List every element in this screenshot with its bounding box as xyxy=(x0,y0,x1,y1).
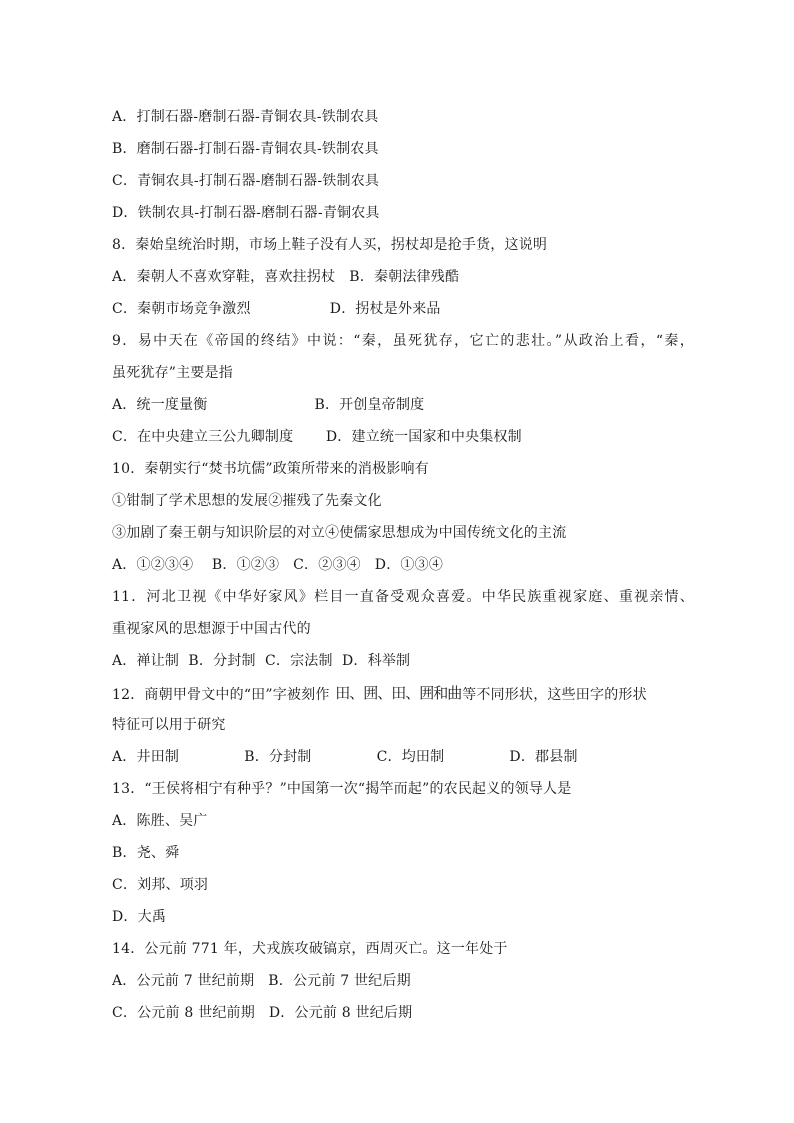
q11-options: A．禅让制 B．分封制 C．宗法制 D．科举制 xyxy=(112,653,411,669)
q12-stem-cont: 特征可以用于研究 xyxy=(112,717,226,733)
q14-options-ab: A．公元前 7 世纪前期 B．公元前 7 世纪后期 xyxy=(112,973,411,989)
oracle-bone-glyphs: 田、囲、田、囲和曲 xyxy=(335,684,462,702)
q13-option-a: A．陈胜、吴广 xyxy=(112,813,208,829)
q9-stem-cont: 虽死犹存”主要是指 xyxy=(112,365,233,381)
q14-options-cd: C．公元前 8 世纪前期 D．公元前 8 世纪后期 xyxy=(112,1005,413,1021)
q10-options: A．①②③④ B．①②③ C．②③④ D．①③④ xyxy=(112,557,444,573)
q10-stem: 10．秦朝实行“焚书坑儒”政策所带来的消极影响有 xyxy=(112,461,429,477)
q13-option-d: D．大禹 xyxy=(112,909,167,925)
q12-stem-pre: 12．商朝甲骨文中的“田”字被刻作 xyxy=(112,687,335,703)
q14-stem: 14．公元前 771 年，犬戎族攻破镐京，西周灭亡。这一年处于 xyxy=(112,941,508,957)
q12-options: A．井田制 B．分封制 C．均田制 D．郡县制 xyxy=(112,749,578,765)
q12-stem xyxy=(112,682,694,704)
q7-option-a: A．打制石器-磨制石器-青铜农具-铁制农具 xyxy=(112,109,379,125)
q9-options-cd: C．在中央建立三公九卿制度 D．建立统一国家和中央集权制 xyxy=(112,429,522,445)
q11-stem: 11．河北卫视《中华好家风》栏目一直备受观众喜爱。中华民族重视家庭、重视亲情、 xyxy=(112,589,694,605)
q7-option-d: D．铁制农具-打制石器-磨制石器-青铜农具 xyxy=(112,205,380,221)
q7-option-c: C．青铜农具-打制石器-磨制石器-铁制农具 xyxy=(112,173,380,189)
q7-option-b: B．磨制石器-打制石器-青铜农具-铁制农具 xyxy=(112,141,379,157)
q9-options-ab: A．统一度量衡 B．开创皇帝制度 xyxy=(112,397,425,413)
q11-stem-cont: 重视家风的思想源于中国古代的 xyxy=(112,621,311,637)
q8-stem: 8．秦始皇统治时期，市场上鞋子没有人买，拐杖却是抢手货，这说明 xyxy=(112,237,548,253)
q10-statement-1: ①钳制了学术思想的发展②摧残了先秦文化 xyxy=(112,493,382,509)
q8-options-cd: C．秦朝市场竞争激烈 D．拐杖是外来品 xyxy=(112,301,441,317)
q12-stem-post: 等不同形状，这些田字的形状 xyxy=(462,687,647,703)
q13-stem: 13．“王侯将相宁有种乎？”中国第一次“揭竿而起”的农民起义的领导人是 xyxy=(112,781,572,797)
q13-option-b: B．尧、舜 xyxy=(112,845,180,861)
q9-stem: 9．易中天在《帝国的终结》中说：“秦，虽死犹存，它亡的悲壮。”从政治上看，“秦， xyxy=(112,333,694,349)
q10-statement-2: ③加剧了秦王朝与知识阶层的对立④使儒家思想成为中国传统文化的主流 xyxy=(112,525,567,541)
q13-option-c: C．刘邦、项羽 xyxy=(112,877,209,893)
q8-options-ab: A．秦朝人不喜欢穿鞋，喜欢拄拐杖 B．秦朝法律残酷 xyxy=(112,269,460,285)
